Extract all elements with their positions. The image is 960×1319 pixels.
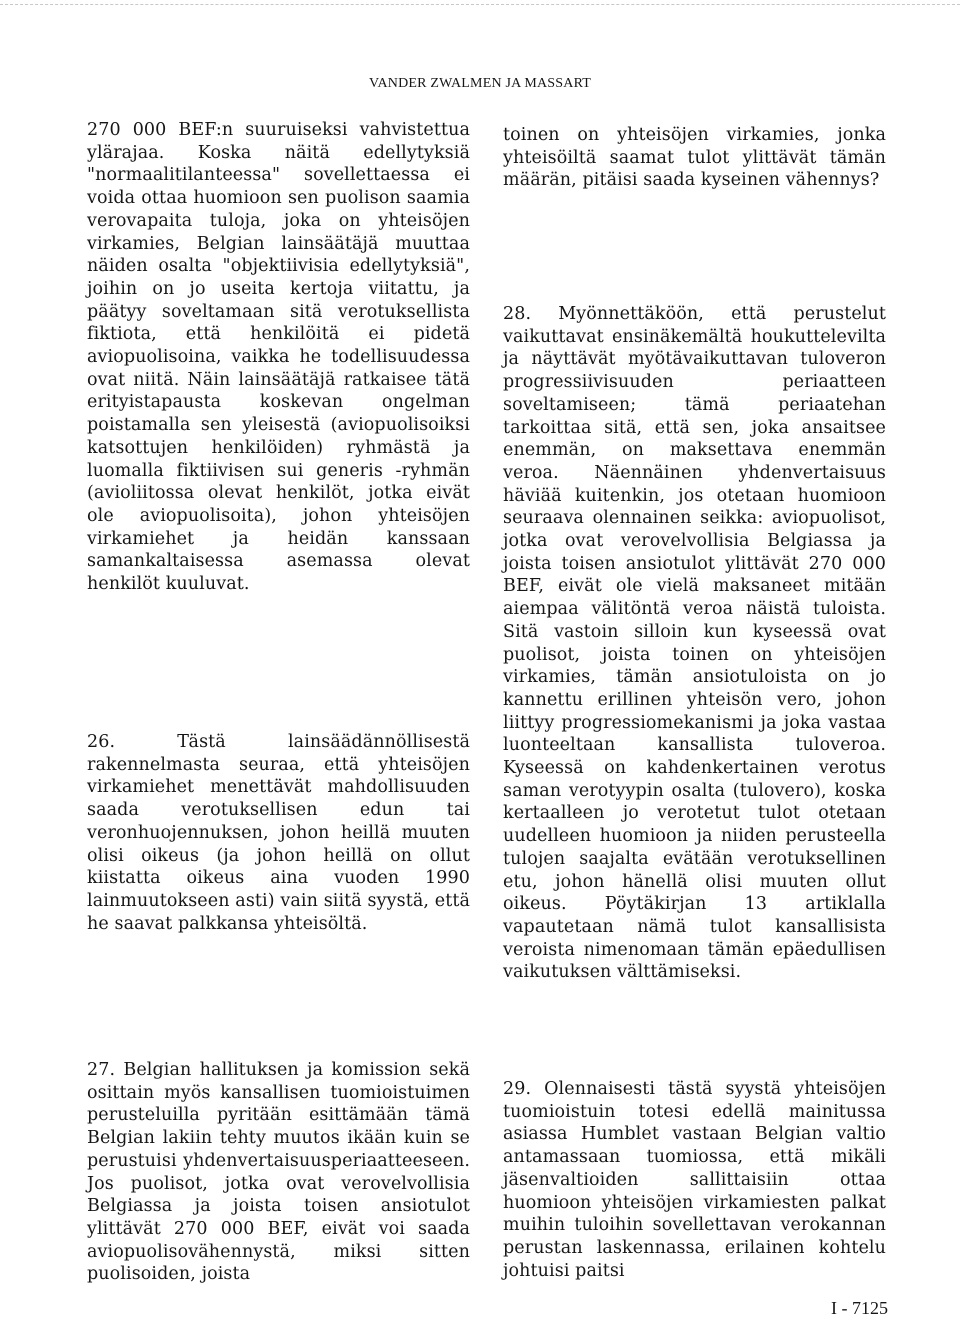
running-header: VANDER ZWALMEN JA MASSART <box>368 76 592 91</box>
paragraph-28: 28. Myönnettäköön, että perustelut vaikuttavat ensinäkemältä houkuttelevilta ja näyttävät myötävaikuttavan tuloveron progressiivisuuden periaatteen soveltamiseen; tämä periaatehan tarkoittaa sitä, että sen, joka ansaitsee enemmän, on maksettava enemmän veroa. Näennäinen yhdenvertaisuus häviää kuitenkin, jos otetaan huomioon seuraava olennainen seikka: aviopuolisot, jotka ovat verovelvollisia Belgiassa ja joista toisen ansiotulot ylittävät 270 000 BEF, eivät ole vielä maksaneet mitään aiempaa välitöntä veroa näistä tuloista. Sitä vastoin silloin kun kyseessä ovat puolisot, joista toinen on yhteisöjen virkamies, tämän ansiotuloista on jo kannettu erillinen yhteisön vero, johon liittyy progressiomekanismi ja joka vastaa luonteeltaan kansallista tuloveroa. Kyseessä on kahdenkertainen verotus saman verotyypin osalta (tulovero), koska kertaalleen jo verotetut tulot otetaan uudelleen huomioon ja niiden perusteella tulojen saajalta evätään verotuksellinen etu, johon hänellä olisi muuten ollut oikeus. Pöytäkirjan 13 artiklalla vapautetaan nämä tulot kansallisista veroista nimenomaan tämän epäedullisen vaikutuksen välttämiseksi. <box>503 304 886 983</box>
paragraph-29: 29. Olennaisesti tästä syystä yhteisöjen tuomioistuin totesi edellä mainitussa asiassa Humblet vastaan Belgian valtio antamassaan tuomiossa, että mikäli jäsenvaltioiden sallittaisiin ottaa huomioon yhteisöjen virkamiesten palkat muihin tuloihin sovellettavan verokannan perustan laskennassa, erilainen kohtelu johtuisi paitsi <box>503 1079 886 1281</box>
right-column-continuation-text: toinen on yhteisöjen virkamies, jonka yhteisöiltä saamat tulot ylittävät tämän määrän, pitäisi saada kyseinen vähennys? <box>503 125 886 191</box>
paragraph-26: 26. Tästä lainsäädännöllisestä rakennelmasta seuraa, että yhteisöjen virkamiehet menettävät mahdollisuuden saada verotuksellisen edun tai veronhuojennuksen, johon heillä muuten olisi oikeus (ja johon heillä on ollut kiistatta oikeus aina vuoden 1990 lainmuutokseen asti) vain siitä syystä, että he saavat palkkansa yhteisöltä. <box>87 732 470 934</box>
left-column-continuation-text: 270 000 BEF:n suuruiseksi vahvistettua ylärajaa. Koska näitä edellytyksiä "normaalitilanteessa" sovellettaessa ei voida ottaa huomioon sen puolison saamia verovapaita tuloja, joka on yhteisöjen virkamies, Belgian lainsäätäjä muuttaa näiden osalta "objektiivisia edellytyksiä", joihin on jo useita kertoja viitattu, ja päätyy soveltamaan sitä verotuksellista fiktiota, että henkilöitä ei pidetä aviopuolisoina, vaikka he todellisuudessa ovat niitä. Näin lainsäätäjä ratkaisee tätä erityistapausta koskevan ongelman poistamalla sen yleisestä (aviopuolisoiksi katsottujen henkilöiden) ryhmästä ja luomalla fiktiivisen sui generis -ryhmän (avioliitossa olevat henkilöt, jotka eivät ole aviopuolisoita), johon yhteisöjen virkamiehet ja heidän kanssaan samankaltaisessa asemassa olevat henkilöt kuuluvat. <box>87 120 470 595</box>
paragraph-27: 27. Belgian hallituksen ja komission sekä osittain myös kansallisen tuomioistuimen perusteluilla pyritään esittämään tämä Belgian lakiin tehty muutos ikään kuin se perustuisi yhdenvertaisuusperiaatteeseen. Jos puolisot, jotka ovat verovelvollisia Belgiassa ja joista toisen ansiotulot ylittävät 270 000 BEF, eivät voi saada aviopuolisovähennystä, miksi sitten puolisoiden, joista <box>87 1060 470 1285</box>
scan-top-edge-rule <box>0 4 960 5</box>
page-number: I - 7125 <box>831 1298 888 1318</box>
